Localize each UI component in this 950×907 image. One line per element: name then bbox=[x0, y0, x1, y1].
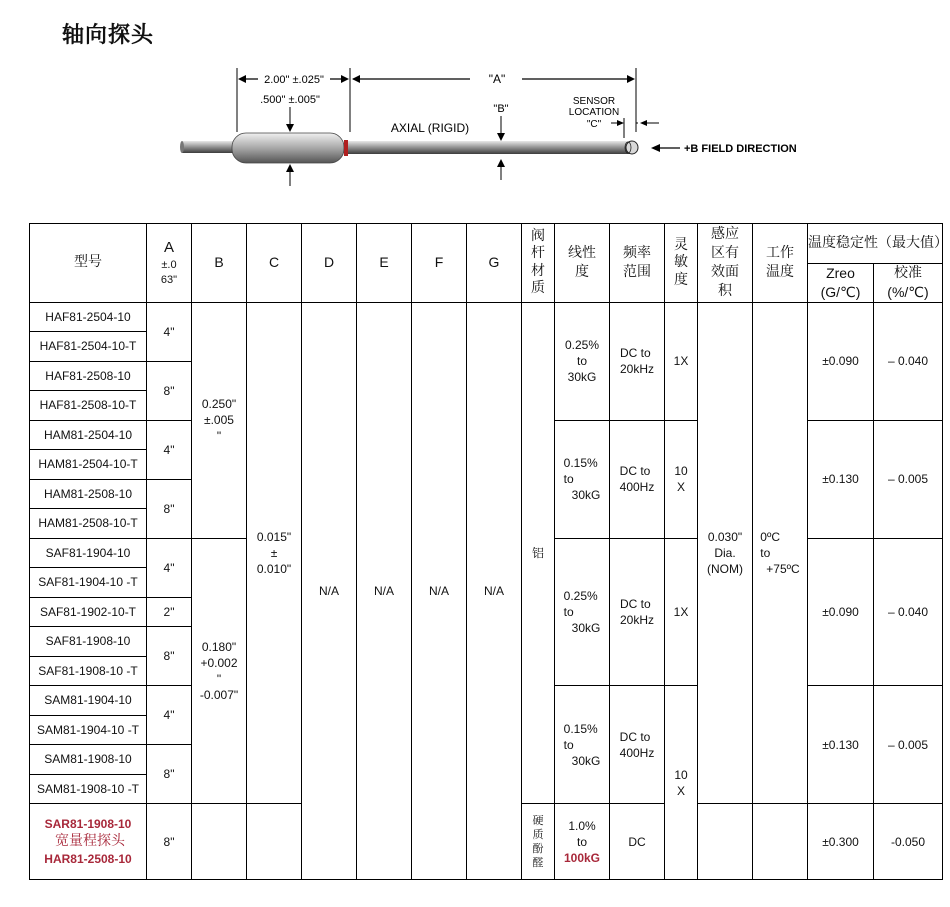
material-phenolic-text: 硬质酚醛 bbox=[532, 814, 544, 869]
header-linearity-text: 线性度 bbox=[567, 245, 596, 280]
zero-cell-wide: ±0.300 bbox=[808, 804, 874, 880]
b-value-line: ±.005 bbox=[204, 413, 234, 428]
cal-cell-wide: -0.050 bbox=[874, 804, 943, 880]
model-cell: SAM81-1908-10 -T bbox=[30, 774, 147, 804]
linearity-cell bbox=[555, 538, 610, 686]
linearity-line: 100kG bbox=[563, 850, 601, 865]
field-direction-label: +B FIELD DIRECTION bbox=[684, 143, 797, 155]
c-cell bbox=[247, 302, 302, 804]
b-value-line: -0.007" bbox=[199, 688, 239, 703]
linearity-line: 30kG bbox=[571, 753, 601, 768]
model-cell: HAM81-2504-10-T bbox=[30, 450, 147, 480]
model-cell: HAF81-2508-10-T bbox=[30, 391, 147, 421]
header-g: G bbox=[467, 224, 522, 303]
temperature-cell-empty bbox=[753, 804, 808, 880]
linearity-line: to bbox=[563, 604, 574, 619]
header-active-area bbox=[698, 224, 753, 303]
cal-cell: – 0.040 bbox=[874, 538, 943, 686]
linearity-cell bbox=[555, 302, 610, 420]
header-stem-material-text: 阀杆材质 bbox=[531, 227, 545, 297]
c-value-line: ± bbox=[270, 545, 278, 560]
header-sensitivity bbox=[665, 224, 698, 303]
header-linearity bbox=[555, 224, 610, 303]
header-zero bbox=[808, 264, 874, 303]
frequency-line: 400Hz bbox=[619, 745, 655, 760]
a-cell: 8" bbox=[147, 745, 192, 804]
active-area-line: Dia. bbox=[714, 545, 736, 560]
header-cal bbox=[874, 264, 943, 303]
active-area-cell bbox=[698, 302, 753, 804]
header-b: B bbox=[192, 224, 247, 303]
sensitivity-line: X bbox=[676, 783, 685, 798]
b-value-line: +0.002 bbox=[200, 655, 238, 670]
dim-a-top: 2.00" ±.025" bbox=[264, 74, 324, 86]
frequency-cell bbox=[610, 686, 665, 804]
temperature-line: 0ºC bbox=[760, 529, 781, 544]
header-a-tol2: 63" bbox=[160, 274, 178, 287]
model-cell: SAF81-1908-10 bbox=[30, 627, 147, 657]
frequency-line: DC to bbox=[619, 346, 651, 361]
linearity-line: to bbox=[563, 737, 574, 752]
header-f: F bbox=[412, 224, 467, 303]
b-cell-group1 bbox=[192, 302, 247, 538]
sensitivity-cell: 1X bbox=[665, 302, 698, 420]
a-cell: 8" bbox=[147, 479, 192, 538]
linearity-cell-wide bbox=[555, 804, 610, 880]
zero-cell: ±0.130 bbox=[808, 420, 874, 538]
header-temperature bbox=[753, 224, 808, 303]
model-cell: SAF81-1904-10 -T bbox=[30, 568, 147, 598]
cal-cell: – 0.040 bbox=[874, 302, 943, 420]
model-cell: SAM81-1904-10 -T bbox=[30, 715, 147, 745]
frequency-line: DC to bbox=[619, 596, 651, 611]
a-cell: 8" bbox=[147, 627, 192, 686]
a-cell: 2" bbox=[147, 597, 192, 627]
sensor-label-2: LOCATION bbox=[568, 107, 620, 118]
table-row bbox=[30, 302, 943, 332]
linearity-line: 30kG bbox=[571, 488, 601, 503]
b-value-line: " bbox=[216, 429, 222, 444]
frequency-line: DC to bbox=[619, 464, 651, 479]
d-cell: N/A bbox=[302, 302, 357, 880]
model-cell: HAF81-2504-10 bbox=[30, 302, 147, 332]
linearity-line: 30kG bbox=[571, 621, 601, 636]
a-cell: 8" bbox=[147, 804, 192, 880]
frequency-cell bbox=[610, 420, 665, 538]
model-cell: SAF81-1902-10-T bbox=[30, 597, 147, 627]
sensitivity-cell: 1X bbox=[665, 538, 698, 686]
header-cal-unit: (%/℃) bbox=[887, 283, 929, 300]
header-a-tol1: ±.0 bbox=[161, 259, 177, 272]
frequency-line: 400Hz bbox=[619, 480, 655, 495]
temperature-line: +75ºC bbox=[766, 562, 800, 577]
header-temperature-text: 工作温度 bbox=[765, 245, 794, 280]
model-cell: SAM81-1904-10 bbox=[30, 686, 147, 716]
temperature-line: to bbox=[760, 545, 771, 560]
sensitivity-line: 10 bbox=[674, 464, 688, 479]
header-zero-unit: (G/℃) bbox=[820, 283, 861, 300]
probe-label: AXIAL (RIGID) bbox=[390, 121, 470, 135]
b-cell-empty bbox=[192, 804, 247, 880]
header-model: 型号 bbox=[30, 224, 147, 303]
sensitivity-cell bbox=[665, 686, 698, 880]
header-stem-material bbox=[522, 224, 555, 303]
frequency-cell bbox=[610, 538, 665, 686]
a-cell: 4" bbox=[147, 420, 192, 479]
model-cell: SAF81-1908-10 -T bbox=[30, 656, 147, 686]
sensitivity-line: X bbox=[676, 480, 685, 495]
model-cell: SAF81-1904-10 bbox=[30, 538, 147, 568]
model-cell-wide bbox=[30, 804, 147, 880]
wide-range-label: 宽量程探头 bbox=[55, 833, 125, 850]
g-cell: N/A bbox=[467, 302, 522, 880]
f-cell: N/A bbox=[412, 302, 467, 880]
header-d: D bbox=[302, 224, 357, 303]
sensor-label-c: "C" bbox=[586, 119, 602, 130]
spec-table bbox=[29, 223, 948, 880]
model-cell: HAM81-2508-10-T bbox=[30, 509, 147, 539]
linearity-line: to bbox=[576, 354, 587, 369]
cal-cell: – 0.005 bbox=[874, 686, 943, 804]
model-cell: HAF81-2508-10 bbox=[30, 361, 147, 391]
frequency-cell bbox=[610, 302, 665, 420]
model-sar: SAR81-1908-10 bbox=[44, 817, 132, 832]
zero-cell: ±0.090 bbox=[808, 538, 874, 686]
header-sensitivity-text: 灵敏度 bbox=[674, 236, 688, 288]
linearity-line: 0.25% bbox=[564, 338, 600, 352]
header-c: C bbox=[247, 224, 302, 303]
header-active-area-text: 感应区有效面积 bbox=[710, 226, 739, 299]
a-cell: 4" bbox=[147, 302, 192, 361]
model-cell: HAF81-2504-10-T bbox=[30, 332, 147, 362]
model-cell: SAM81-1908-10 bbox=[30, 745, 147, 775]
frequency-line: 20kHz bbox=[619, 362, 654, 377]
zero-cell: ±0.090 bbox=[808, 302, 874, 420]
material-cell-phenolic bbox=[522, 804, 555, 880]
model-cell: HAM81-2504-10 bbox=[30, 420, 147, 450]
linearity-cell bbox=[555, 686, 610, 804]
header-a bbox=[147, 224, 192, 303]
c-value-line: 0.015" bbox=[256, 529, 292, 544]
c-cell-empty bbox=[247, 804, 302, 880]
cal-cell: – 0.005 bbox=[874, 420, 943, 538]
sensor-label-1: SENSOR bbox=[572, 96, 616, 107]
dim-length-a: "A" bbox=[488, 72, 506, 86]
header-stability: 温度稳定性（最大值） bbox=[808, 224, 943, 264]
linearity-line: 1.0% bbox=[568, 818, 596, 833]
header-a-label: A bbox=[163, 238, 174, 256]
material-cell: 铝 bbox=[522, 302, 555, 804]
frequency-line: 20kHz bbox=[619, 613, 654, 628]
e-cell: N/A bbox=[357, 302, 412, 880]
a-cell: 4" bbox=[147, 538, 192, 597]
linearity-line: 0.15% bbox=[563, 721, 598, 736]
temperature-cell bbox=[753, 302, 808, 804]
a-cell: 4" bbox=[147, 686, 192, 745]
b-value-line: 0.250" bbox=[201, 397, 237, 411]
header-zero-label: Zreo bbox=[826, 265, 855, 281]
active-area-cell-empty bbox=[698, 804, 753, 880]
header-frequency-text: 频率范围 bbox=[622, 245, 651, 280]
model-cell: HAM81-2508-10 bbox=[30, 479, 147, 509]
dim-a-sub: .500" ±.005" bbox=[260, 94, 320, 106]
linearity-line: to bbox=[563, 472, 574, 487]
linearity-line: 0.15% bbox=[563, 456, 598, 470]
linearity-line: to bbox=[576, 834, 587, 849]
linearity-line: 0.25% bbox=[563, 588, 598, 603]
sensitivity-cell bbox=[665, 420, 698, 538]
header-e: E bbox=[357, 224, 412, 303]
sensitivity-line: 10 bbox=[674, 767, 688, 782]
dim-b: "B" bbox=[493, 103, 509, 115]
page-title: 轴向探头 bbox=[62, 23, 155, 48]
header-cal-label: 校准 bbox=[894, 265, 922, 281]
active-area-line: 0.030" bbox=[707, 529, 743, 544]
linearity-line: 30kG bbox=[567, 370, 597, 385]
axial-probe-diagram bbox=[170, 62, 830, 192]
zero-cell: ±0.130 bbox=[808, 686, 874, 804]
frequency-cell-wide: DC bbox=[610, 804, 665, 880]
b-cell-group2 bbox=[192, 538, 247, 804]
c-value-line: 0.010" bbox=[256, 562, 292, 577]
b-value-line: " bbox=[216, 672, 222, 687]
active-area-line: (NOM) bbox=[707, 562, 743, 577]
linearity-cell bbox=[555, 420, 610, 538]
model-har: HAR81-2508-10 bbox=[44, 852, 132, 867]
header-frequency bbox=[610, 224, 665, 303]
a-cell: 8" bbox=[147, 361, 192, 420]
b-value-line: 0.180" bbox=[201, 639, 237, 654]
frequency-line: DC to bbox=[619, 729, 651, 744]
